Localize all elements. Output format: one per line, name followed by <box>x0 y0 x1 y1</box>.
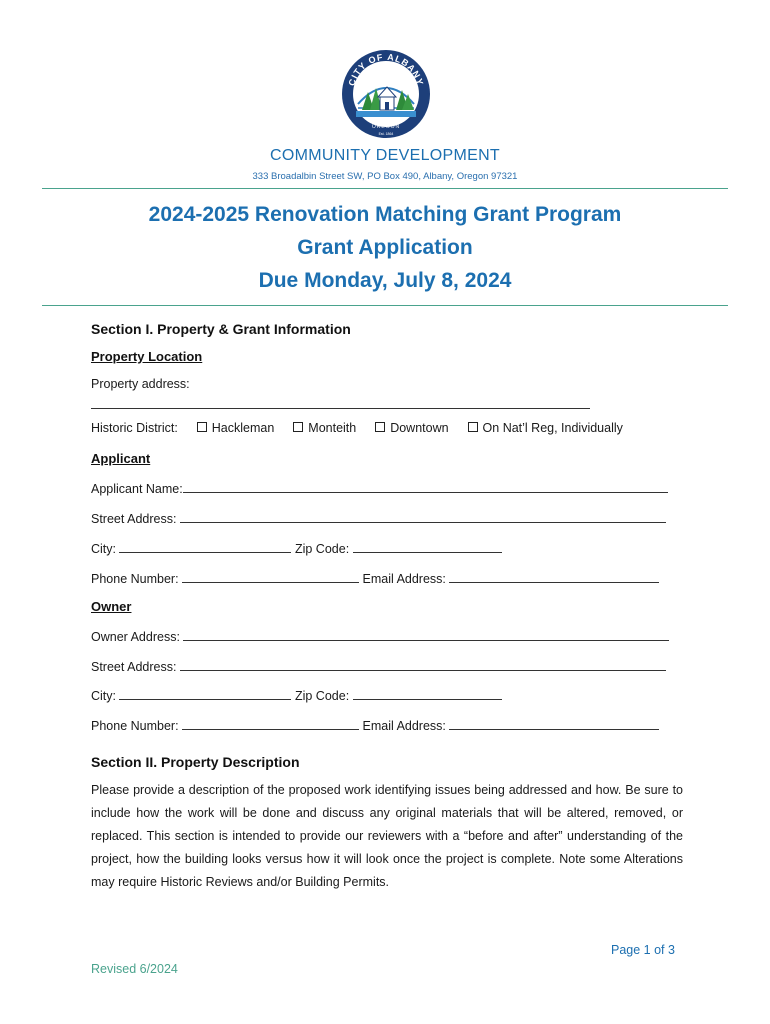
owner-address-field[interactable] <box>183 628 669 641</box>
historic-district-label: Historic District: <box>91 421 178 435</box>
owner-address-label: Owner Address: <box>91 630 180 644</box>
applicant-city-field[interactable] <box>119 540 291 553</box>
page-number: Page 1 of 3 <box>611 943 675 957</box>
applicant-email-label: Email Address: <box>362 572 446 586</box>
owner-street-field[interactable] <box>180 658 666 671</box>
applicant-street-label: Street Address: <box>91 512 177 526</box>
section-2-heading: Section II. Property Description <box>91 754 300 770</box>
title-line-2: Grant Application <box>297 236 473 259</box>
property-location-heading: Property Location <box>91 349 203 364</box>
applicant-name-field[interactable] <box>183 480 668 493</box>
applicant-street-field[interactable] <box>180 510 666 523</box>
department-name: COMMUNITY DEVELOPMENT <box>269 147 501 164</box>
applicant-city-label: City: <box>91 542 116 556</box>
applicant-zip-field[interactable] <box>353 540 502 553</box>
header-divider <box>42 188 728 189</box>
owner-city-field[interactable] <box>119 687 291 700</box>
title-line-1: 2024-2025 Renovation Matching Grant Program <box>148 203 622 226</box>
seal-text-est: Est. 1864 <box>378 132 394 136</box>
applicant-phone-field[interactable] <box>182 570 359 583</box>
owner-email-label: Email Address: <box>362 719 446 733</box>
checkbox[interactable] <box>375 422 385 432</box>
applicant-zip-label: Zip Code: <box>294 542 350 556</box>
applicant-email-field[interactable] <box>449 570 659 583</box>
applicant-name-label: Applicant Name: <box>91 482 183 496</box>
seal-text-bottom: OREGON <box>371 124 401 130</box>
due-date: Due Monday, July 8, 2024 <box>258 269 512 292</box>
checkbox[interactable] <box>468 422 478 432</box>
owner-phone-field[interactable] <box>182 717 359 730</box>
property-address-label: Property address: <box>91 377 190 391</box>
owner-zip-field[interactable] <box>353 687 502 700</box>
district-option-hackleman[interactable]: Hackleman <box>197 421 275 435</box>
department-address: 333 Broadalbin Street SW, PO Box 490, Albany, Oregon 97321 <box>252 171 518 182</box>
owner-city-label: City: <box>91 689 116 703</box>
checkbox[interactable] <box>293 422 303 432</box>
historic-district-row <box>91 421 623 435</box>
owner-street-row <box>91 658 666 674</box>
description-instructions: Please provide a description of the proposed work identifying issues being addressed and how. Be sure to include how the work will be done and discuss any original materials that will be altered, removed, or replaced. This section is intended to provide our reviewers with a “before and after” understanding of the project, how the building looks versus how it will look once the project is complete. Note some Alterations may require Historic Reviews and/or Building Permits. <box>91 783 683 889</box>
revision-date: Revised 6/2024 <box>91 962 178 976</box>
applicant-name-row <box>91 480 668 496</box>
owner-phone-label: Phone Number: <box>91 719 179 733</box>
property-address-field[interactable] <box>91 396 590 409</box>
owner-email-field[interactable] <box>449 717 659 730</box>
district-option-downtown[interactable]: Downtown <box>375 421 448 435</box>
owner-street-label: Street Address: <box>91 660 177 674</box>
city-of-albany-seal <box>340 44 432 144</box>
applicant-contact-row <box>91 570 659 586</box>
owner-heading: Owner <box>91 599 132 614</box>
owner-address-row <box>91 628 669 644</box>
applicant-phone-label: Phone Number: <box>91 572 179 586</box>
district-option-monteith[interactable]: Monteith <box>293 421 356 435</box>
applicant-heading: Applicant <box>91 451 151 466</box>
owner-zip-label: Zip Code: <box>294 689 350 703</box>
section-1-heading: Section I. Property & Grant Information <box>91 321 351 337</box>
applicant-city-row <box>91 540 502 556</box>
checkbox[interactable] <box>197 422 207 432</box>
title-divider <box>42 305 728 306</box>
district-option-national-register[interactable]: On Nat’l Reg, Individually <box>468 421 623 435</box>
seal-text-top: CITY OF ALBANY <box>346 51 426 87</box>
owner-city-row <box>91 687 502 703</box>
applicant-street-row <box>91 510 666 526</box>
owner-contact-row <box>91 717 659 733</box>
